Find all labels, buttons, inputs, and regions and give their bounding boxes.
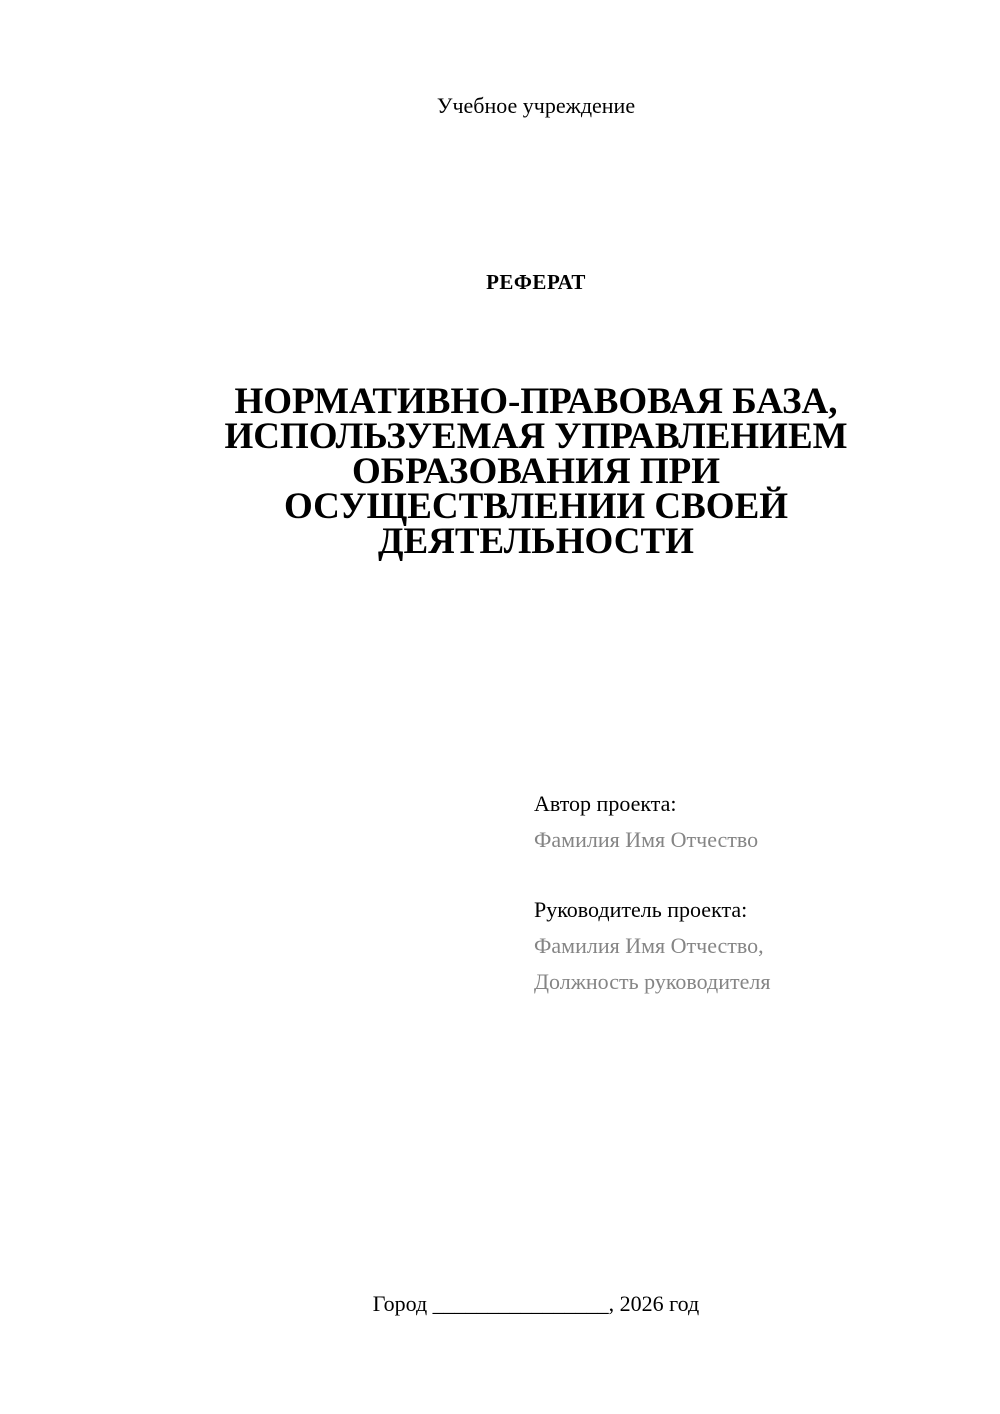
supervisor-label: Руководитель проекта:: [534, 897, 748, 922]
supervisor-block: [534, 892, 770, 1000]
author-name: Фамилия Имя Отчество: [534, 827, 759, 852]
title-line: ОСУЩЕСТВЛЕНИИ СВОЕЙ: [283, 486, 789, 527]
title-line: НОРМАТИВНО-ПРАВОВАЯ БАЗА,: [234, 381, 838, 422]
title-line: ИСПОЛЬЗУЕМАЯ УПРАВЛЕНИЕМ: [224, 416, 848, 457]
document-title: [200, 381, 872, 562]
author-label: Автор проекта:: [534, 791, 677, 816]
title-line: ДЕЯТЕЛЬНОСТИ: [378, 521, 694, 562]
author-block: [534, 786, 758, 858]
institution-name: Учебное учреждение: [436, 93, 636, 118]
document-type: РЕФЕРАТ: [486, 270, 586, 294]
city-year-footer: Город ________________, 2026 год: [372, 1291, 700, 1316]
title-line: ОБРАЗОВАНИЯ ПРИ: [352, 451, 720, 492]
supervisor-position: Должность руководителя: [534, 969, 771, 994]
supervisor-name: Фамилия Имя Отчество,: [534, 933, 764, 958]
